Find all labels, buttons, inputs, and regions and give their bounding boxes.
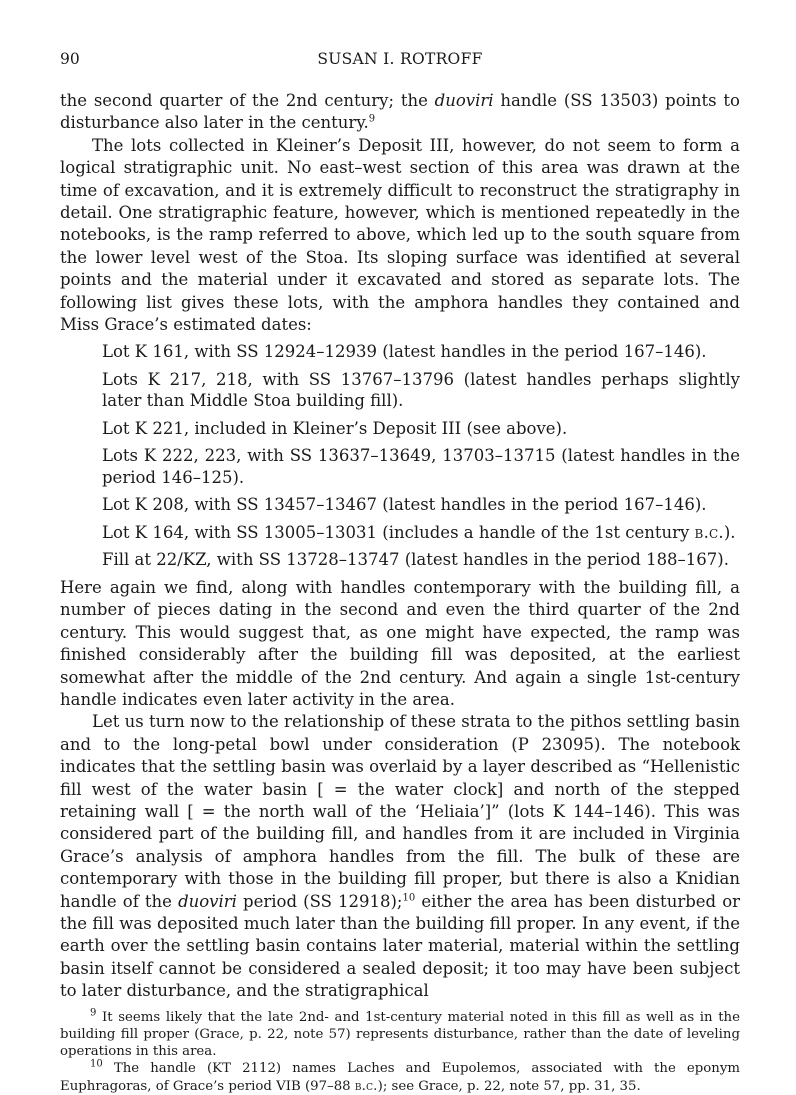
footnote-10: $^{10}$ The handle (KT 2112) names Laches and Eupolemos, associated with the eponym Euphragoras, of Grace’s period VIB (97–88 b.c.); see Grace, p. 22, note 57, pp. 31, 35. [60, 1058, 740, 1094]
list-item: Lot K 161, with SS 12924–12939 (latest handles in the period 167–146). [102, 342, 707, 362]
footnote-ref-9: 9 [368, 113, 376, 125]
page-header [60, 50, 740, 72]
list-item: Lot K 208, with SS 13457–13467 (latest handles in the period 167–146). [102, 495, 707, 515]
footnote-mark: 9 [90, 1007, 97, 1019]
running-head: SUSAN I. ROTROFF [317, 50, 483, 68]
footnote-9: $^9$ It seems likely that the late 2nd- and 1st-century material noted in this fill as well as in the building fill proper (Grace, p. 22, note 57) represents disturbance, rather than the date of leveling operations in this area. [60, 1007, 740, 1060]
paragraph-3: Here again we find, along with handles contemporary with the building fill, a number of pieces dating in the second and even the third quarter of the 2nd century. This would suggest that, as one might have expected, the ramp was finished considerably after the building fill was deposited, at the earliest somewhat after the middle of the 2nd century. And again a single 1st-century handle indicates even later activity in the area. [60, 577, 740, 709]
paragraph-1: the second quarter of the 2nd century; the duoviri handle (SS 13503) points to disturbance also later in the century.$^9$ [60, 91, 740, 133]
list-item: Lots K 217, 218, with SS 13767–13796 (latest handles perhaps slightly later than Middle Stoa building fill). [102, 369, 740, 411]
paragraph-4: Let us turn now to the relationship of these strata to the pithos settling basin and to the long-petal bowl under consideration (P 23095). The notebook indicates that the settling basin was overlaid by a layer described as “Hellenistic fill west of the water basin [ = the water clock] and north of the stepped retaining wall [ = the north wall of the ‘Heliaia’]” (lots K 144–146). This was considered part of the building fill, and handles from it are included in Virginia Grace’s analysis of amphora handles from the fill. The bulk of these are contemporary with those in the building fill proper, but there is also a Knidian handle of the duoviri period (SS 12918);$^{10}$ either the area has been disturbed or the fill was deposited much later than the building fill proper. In any event, if the earth over the settling basin contains later material, material within the settling basin itself cannot be considered a sealed deposit; it too may have been subject to later disturbance, and the stratigraphical [60, 712, 741, 1001]
page-number: 90 [60, 50, 80, 68]
italic-duoviri: duoviri [434, 91, 494, 110]
footnote-mark: 10 [90, 1058, 103, 1070]
era-abbrev: b.c. [354, 1078, 378, 1094]
paragraph-2: The lots collected in Kleiner’s Deposit III, however, do not seem to form a logical stratigraphic unit. No east–west section of this area was drawn at the time of excavation, and it is extremely difficult to reconstruct the stratigraphy in detail. One stratigraphic feature, however, which is mentioned repeatedly in the notebooks, is the ramp referred to above, which led up to the south square from the lower level west of the Stoa. Its sloping surface was identified at several points and the material under it excavated and stored as separate lots. The following list gives these lots, with the amphora handles they contained and Miss Grace’s estimated dates: [60, 135, 740, 335]
list-item: Lots K 222, 223, with SS 13637–13649, 13703–13715 (latest handles in the period 146–125). [102, 446, 740, 487]
page [60, 50, 740, 1095]
list-item: Fill at 22/KZ, with SS 13728–13747 (latest handles in the period 188–167). [102, 550, 729, 570]
footnote-ref-10: 10 [402, 892, 416, 904]
body-text [60, 90, 740, 1003]
era-abbrev: b.c. [694, 522, 724, 542]
list-item: Lot K 221, included in Kleiner’s Deposit III (see above). [102, 418, 568, 438]
list-item: Lot K 164, with SS 13005–13031 (includes a handle of the 1st century b.c.). [102, 522, 736, 542]
lot-list [60, 341, 740, 571]
footnotes [60, 1009, 740, 1095]
italic-duoviri: duoviri [178, 891, 237, 911]
